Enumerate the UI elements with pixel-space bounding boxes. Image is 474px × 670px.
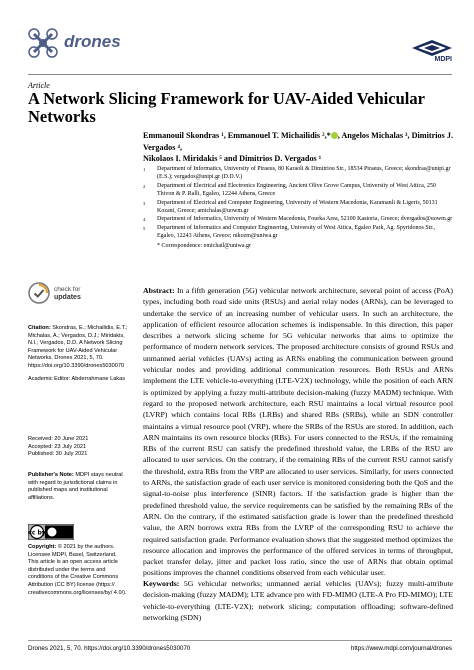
abstract-label: Abstract: (143, 286, 175, 295)
affiliation-item (143, 200, 453, 216)
published-date: Published: 30 July 2021 (28, 451, 88, 458)
check-updates-line1: check for (54, 286, 81, 293)
abstract (143, 285, 453, 579)
publisher-note-label: Publisher's Note: (28, 472, 74, 478)
publisher-note-text: MDPI stays neutral with regard to jurisdictional claims in published maps and institutional affiliations. (28, 472, 123, 501)
orcid-icon[interactable] (331, 132, 338, 139)
check-updates-icon (28, 282, 50, 304)
editor-label: Academic Editor: (28, 376, 71, 382)
affiliations (143, 166, 453, 251)
copyright-label: Copyright: (28, 544, 57, 550)
academic-editor-block (28, 376, 128, 384)
cc-by-license-icon[interactable] (28, 524, 74, 540)
copyright-block (28, 544, 128, 597)
abstract-text: In a fifth generation (5G) vehicular network architecture, several point of access (PoA) types, including both road side units (RSUs) and aerial relay nodes (ARNs), can be leveraged to undertake the service of an increasing number of vehicular users. In such an architecture, the application of efficient resource allocation schemes is indispensable. In this direction, this paper describes a network slicing scheme for 5G vehicular networks that aims to optimize the performance of modern network services. The proposed architecture consists of ground RSUs and unmanned aerial vehicles (UAVs) acting as ARNs enabling the communication between ground vehicular nodes and providing additional communication resources. Both RSUs and ARNs implement the LTE vehicle-to-everything (LTE-V2X) technology, while the position of each ARN is optimized by applying a fuzzy multi-attribute decision-making (fuzzy MADM) technique. With regard to the proposed network architecture, each RSU maintains a local virtual resource pool (LVRP) which contains local RBs (LRBs) and shared RBs (SRBs), while an SDN controller maintains a virtual resource pool (VRP), where the SRBs of the RSUs are stored. In addition, each ARN maintains its own resource blocks (RBs). For users connected to the RSUs, if the remaining RBs of the current RSU can satisfy the predefined threshold value, the LRBs of the RSU are allocated to user services. On the contrary, if the remaining RBs of the current RSU cannot satisfy the threshold, extra RBs from the VRP are allocated to user services. Similarly, for users connected to ARNs, the satisfaction grade of each user service is monitored considering both the QoS and the signal-to-noise plus interference (SINR) factors. If the satisfaction grade is higher than the predefined threshold value, the service requirements can be satisfied by the remaining RBs of the ARN. On the contrary, if the estimated satisfaction grade is lower than the predefined threshold value, the ARN borrows extra RBs from the LVRP of the corresponding RSU to achieve the required satisfaction grade. Performance evaluation shows that the suggested method optimizes the resource allocation and improves the performance of the offered services in terms of throughput, packet transfer delay, jitter and packet loss ratio, since the use of ARNs that obtain optimal positions improves the channel conditions observed from each vehicular user. (143, 286, 454, 578)
accepted-date: Accepted: 23 July 2021 (28, 443, 87, 450)
affiliation-number: 3 (143, 200, 146, 206)
citation-label: Citation: (28, 325, 51, 331)
authors-line-1b: , Angelos Michalas ³, Dimitrios J. Vergados ⁴, (143, 131, 453, 152)
keywords-text: 5G vehicular networks; unmanned aerial vehicles (UAVs); fuzzy multi-attribute decision-making (fuzzy MADM); LTE advance pro with FD-MIMO (LTE-A Pro FD-MIMO); LTE vehicle-to-everything (LTE-V2X); network slicing; computation offloading; software-defined networking (SDN) (143, 579, 453, 622)
affiliation-text: Department of Electrical and Electronics Engineering, Ancient Olive Grove Campus, University of West Attica, 250 Thivon & P. Ralli, Egaleo, 12244 Athens, Greece (157, 182, 436, 197)
received-date: Received: 20 June 2021 (28, 436, 89, 442)
affiliation-text: Department of Informatics and Computer Engineering, University of West Attica, Egaleo Park, Ag. Spyridonos Str., Egaleo, 12243 Athens, Greece; nikozm@uniwa.gr (157, 225, 436, 240)
author-list (143, 130, 453, 165)
check-updates-line2: updates (54, 294, 81, 301)
dates-block (28, 436, 128, 459)
keywords-label: Keywords: (143, 579, 180, 588)
affiliation-number: 4 (143, 217, 146, 223)
affiliation-item (143, 225, 453, 241)
affiliation-item (143, 183, 453, 199)
check-for-updates-button[interactable] (28, 282, 106, 308)
affiliation-text: Department of Informatics, University of Piraeus, 80 Karaoli & Dimitriou Str., 18534 Piraeus, Greece; skondras@unipi.gr (E.S.); vergados@unipi.gr (D.D.V.) (157, 166, 451, 180)
publisher-logo-text: MDPI (434, 56, 452, 63)
header-divider (28, 74, 452, 75)
footer-citation[interactable]: Drones 2021, 5, 70. https://doi.org/10.3390/drones5030070 (28, 645, 191, 652)
correspondence: * Correspondence: emichail@uniwa.gr (157, 243, 251, 250)
footer-journal-link[interactable]: https://www.mdpi.com/journal/drones (350, 645, 452, 652)
mdpi-logo-icon (412, 40, 452, 56)
citation-block (28, 325, 128, 371)
drone-logo-icon (28, 28, 58, 58)
publisher-note-block (28, 472, 128, 502)
affiliation-number: 1 (143, 167, 146, 172)
article-type: Article (28, 81, 50, 90)
affiliation-item (143, 166, 453, 182)
affiliation-text: Department of Electrical and Computer Engineering, University of Western Macedonia, Karamanli & Ligeris, 50131 Kozani, Greece; amichalas@uowm.gr (157, 199, 438, 214)
authors-line-1: Emmanouil Skondras ¹, Emmanouel T. Michailidis ²,* (143, 131, 331, 140)
copyright-text: © 2021 by the authors. Licensee MDPI, Basel, Switzerland. This article is an open access article distributed under the terms and conditions of the Creative Commons Attribution (CC BY) license (https:// creativecommons.org/licenses/by/ 4.0/). (28, 544, 127, 596)
affiliation-number: 5 (143, 226, 146, 232)
article-title: A Network Slicing Framework for UAV-Aided Vehicular Networks (28, 89, 425, 126)
svg-text:cc by: cc by (28, 529, 46, 537)
keywords (143, 578, 453, 623)
editor-name: Abderrahmane Lakas (71, 376, 126, 382)
footer-divider (28, 640, 452, 641)
affiliation-item (143, 216, 453, 224)
journal-name: drones (64, 32, 121, 51)
affiliation-text: Department of Informatics, University of Western Macedonia, Fourka Area, 52100 Kastoria, Greece; dvergados@uowm.gr (157, 216, 453, 223)
citation-text: Skondras, E.; Michailidis, E.T.; Michalas, A.; Vergados, D.J.; Miridakis, N.I.; Vergados, D.D. A Network Slicing Framework for UAV-Aided Vehicular Networks. Drones 2021, 5, 70. https://doi.org/10.3390/drones5030070 (28, 325, 128, 369)
authors-line-2: Nikolaos I. Miridakis ⁵ and Dimitrios D. Vergados ¹ (143, 154, 322, 163)
affiliation-number: 2 (143, 183, 146, 189)
